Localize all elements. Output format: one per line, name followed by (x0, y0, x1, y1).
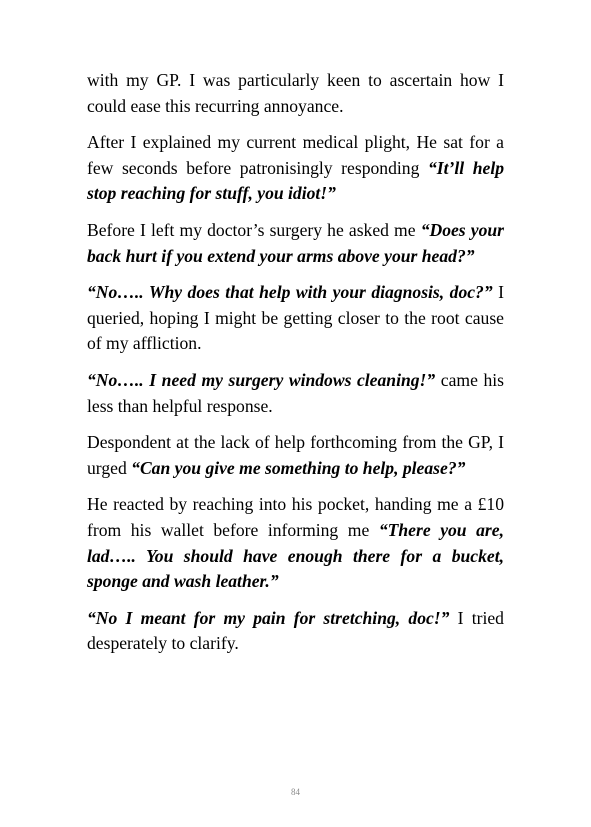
paragraph-6 (87, 430, 504, 481)
narration-text: with my GP. I was particularly keen to ascertain how I could ease this recurring annoyance. (87, 70, 504, 116)
narration-text: Despondent at the lack of help forthcoming from the GP, I urged (87, 432, 504, 478)
dialogue-quote: “It’ll help stop reaching for stuff, you idiot!” (87, 157, 504, 204)
dialogue-quote: “No I meant for my pain for stretching, doc!” (87, 607, 450, 628)
body-text (87, 68, 504, 668)
dialogue-quote: “No….. Why does that help with your diagnosis, doc?” (87, 282, 493, 303)
paragraph-5 (87, 368, 504, 419)
narration-text: After I explained my current medical plight, He sat for a few seconds before patronisingly responding (87, 132, 504, 178)
narration-text: I queried, hoping I might be getting closer to the root cause of my affliction. (87, 282, 504, 354)
page-number: 84 (291, 787, 300, 797)
dialogue-quote: “Can you give me something to help, please?” (131, 457, 466, 478)
paragraph-3 (87, 218, 504, 269)
paragraph-8 (87, 606, 504, 657)
narration-text: Before I left my doctor’s surgery he asked me (87, 219, 421, 240)
paragraph-2 (87, 130, 504, 207)
narration-text: came his less than helpful response. (87, 369, 504, 416)
dialogue-quote: “Does your back hurt if you extend your arms above your head?” (87, 219, 505, 266)
narration-text: He reacted by reaching into his pocket, handing me a £10 from his wallet before informing me (87, 494, 504, 540)
dialogue-quote: “No….. I need my surgery windows cleaning!” (87, 369, 436, 390)
paragraph-1 (87, 68, 504, 119)
paragraph-7 (87, 492, 504, 594)
dialogue-quote: “There you are, lad….. You should have enough there for a bucket, sponge and wash leather.” (87, 519, 504, 592)
paragraph-4 (87, 280, 504, 357)
narration-text: I tried desperately to clarify. (87, 607, 504, 654)
